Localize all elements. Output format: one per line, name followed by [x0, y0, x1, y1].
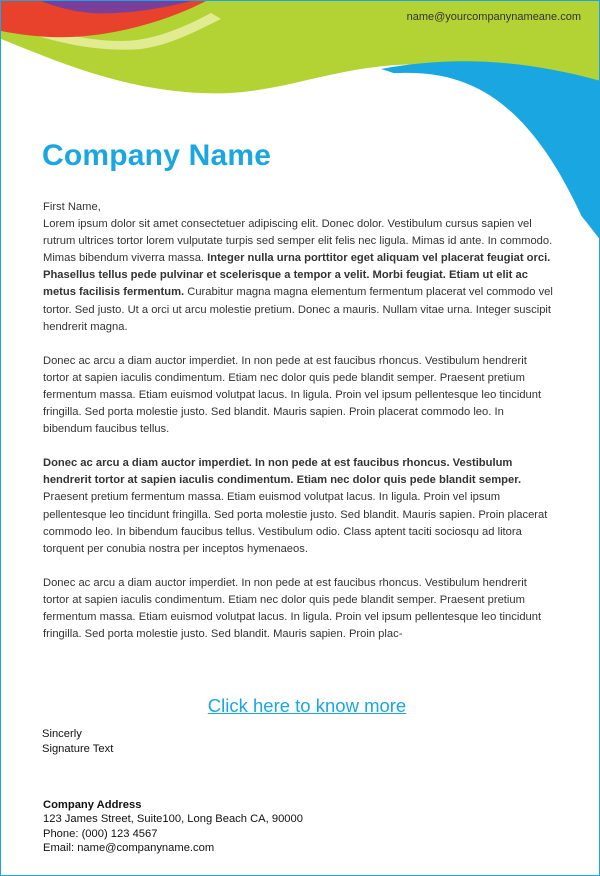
paragraph-3-bold: Donec ac arcu a diam auctor imperdiet. In non pede at est faucibus rhoncus. Vestibulum hendrerit tortor at sapien iaculis condimentum. Etiam nec dolor quis pede blandit semper.: [43, 457, 522, 487]
sincerely-text: Sincerly: [42, 728, 82, 740]
header-email: name@yourcompanynameane.com: [406, 11, 581, 23]
cta-container: [1, 695, 600, 717]
know-more-link[interactable]: Click here to know more: [207, 695, 407, 716]
company-address-block: [43, 798, 303, 855]
address-phone: Phone: (000) 123 4567: [43, 827, 158, 840]
address-street: 123 James Street, Suite100, Long Beach CA, 90000: [43, 813, 303, 826]
paragraph-1-bold: Integer nulla urna porttitor eget aliquam vel placerat feugiat orci. Phasellus tellus pede pulvinar et scelerisque a tempor a velit. Morbi feugiat. Etiam ut elit ac metus facilisis fermentum.: [43, 252, 551, 299]
paragraph-4: Donec ac arcu a diam auctor imperdiet. In non pede at est faucibus rhoncus. Vestibulum hendrerit tortor at sapien iaculis condimentum. Etiam nec dolor quis pede blandit semper. Praesent pretium fermentum massa. Etiam euismod volutpat lacus. In ligula. Proin vel ipsum pellentesque leo tincidunt fringilla. Sed porta molestie justo. Sed blandit. Mauris sapien. Proin plac-: [43, 576, 542, 641]
paragraph-1: [43, 216, 553, 336]
company-name-title: Company Name: [42, 139, 272, 172]
paragraph-3: [43, 455, 553, 558]
greeting: First Name,: [43, 201, 101, 213]
letter-body: [43, 199, 553, 660]
address-email: Email: name@companyname.com: [43, 841, 215, 854]
signature-text: Signature Text: [42, 742, 114, 755]
paragraph-3-text: Praesent pretium fermentum massa. Etiam euismod volutpat lacus. In ligula. Proin vel ipsum pellentesque leo tincidunt fringilla. Sed porta molestie justo. Sed blandit. Mauris sapien. Proin placerat commodo leo. In bibendum faucibus tellus. Vestibulum odio. Class aptent taciti sociosqu ad litora torquent per conubia nostra per inceptos hymenaeos.: [43, 491, 548, 555]
paragraph-2: Donec ac arcu a diam auctor imperdiet. In non pede at est faucibus rhoncus. Vestibulum hendrerit tortor at sapien iaculis condimentum. Etiam nec dolor quis pede blandit semper. Praesent pretium fermentum massa. Etiam euismod volutpat lacus. In ligula. Proin vel ipsum pellentesque leo tincidunt fringilla. Sed porta molestie justo. Sed blandit. Mauris sapien. Proin placerat commodo leo. In bibendum faucibus tellus.: [43, 354, 542, 436]
closing-block: [42, 727, 113, 756]
paragraph-1-text-b: Curabitur magna magna elementum fermentum placerat vel commodo vel tortor. Sed justo. Ut a orci ut arcu molestie pretium. Donec a mauris. Nullam vitae urna. Integer suscipit hendrerit magna.: [43, 286, 553, 333]
paragraph-1-text-a: Lorem ipsum dolor sit amet consectetuer adipiscing elit. Donec dolor. Vestibulum cursus sapien vel rutrum ultrices tortor lorem vulputate turpis sed semper elit felis nec ligula. Mimas id ante. In commodo. Mimas bibendum viverra massa.: [43, 218, 553, 265]
address-heading: Company Address: [43, 799, 142, 811]
